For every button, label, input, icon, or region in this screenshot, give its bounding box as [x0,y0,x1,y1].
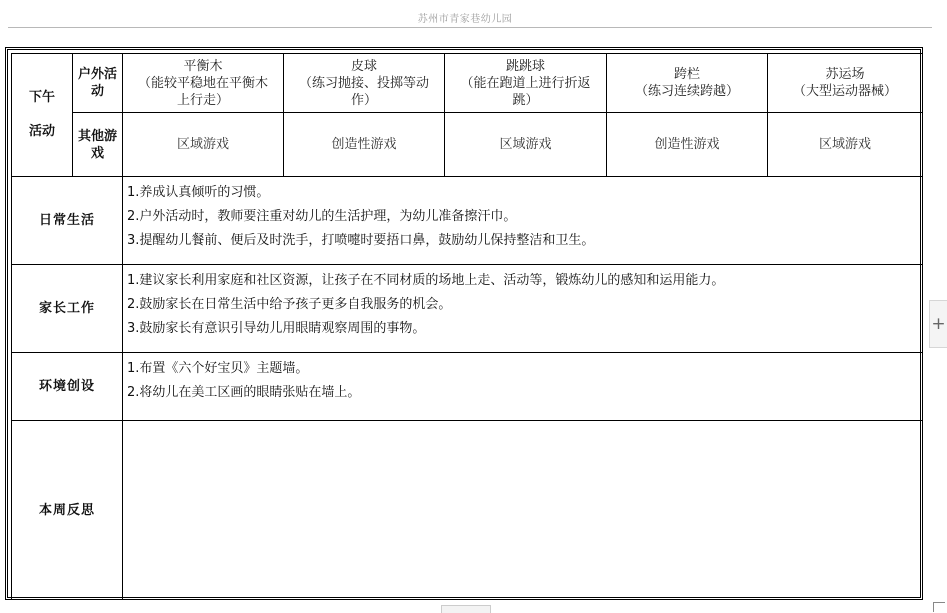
parent-work-content [123,265,923,353]
activity-title: 跳跳球 [505,58,545,74]
activity-desc: （能在跑道上进行折返 [460,75,591,91]
reflection-content[interactable] [123,421,923,600]
side-expand-button[interactable]: + [929,300,947,348]
content-line: 2.鼓励家长在日常生活中给予孩子更多自我服务的机会。 [127,297,452,312]
plan-table-frame [5,47,923,600]
activity-desc: （能较平稳地在平衡木 [137,75,268,91]
reflection-row [12,421,923,600]
outdoor-activity-5 [768,54,923,113]
outdoor-activity-1 [123,54,284,113]
daily-life-content [123,177,923,265]
outdoor-activity-4 [607,54,768,113]
environment-content [123,353,923,421]
content-line: 2.将幼儿在美工区画的眼睛张贴在墙上。 [127,385,361,400]
outdoor-activity-3 [445,54,607,113]
other-games-label-cell [73,113,123,177]
content-line: 1.养成认真倾听的习惯。 [127,185,270,200]
activity-title: 跨栏 [673,67,700,82]
activity-title: 平衡木 [183,58,223,74]
parent-work-label: 家长工作 [12,265,123,353]
content-line: 3.提醒幼儿餐前、便后及时洗手，打喷嚏时要捂口鼻，鼓励幼儿保持整洁和卫生。 [127,233,595,248]
environment-label: 环境创设 [12,353,123,421]
other-games-label: 其他游戏 [77,128,117,161]
pm-label-top: 下午 [28,90,55,105]
outdoor-label-cell [73,54,123,113]
reflection-label: 本周反思 [12,421,123,600]
activity-desc: （练习连续跨越） [634,84,739,99]
game-cell-1: 区域游戏 [123,113,284,177]
page-header-title: 苏州市青家巷幼儿园 [417,14,513,25]
game-cell-4: 创造性游戏 [607,113,768,177]
activity-desc: 上行走） [176,92,229,108]
environment-row [12,353,923,421]
pm-games-row [12,113,923,177]
content-line: 1.建议家长利用家庭和社区资源，让孩子在不同材质的场地上走、活动等，锻炼幼儿的感知和运用能力。 [127,273,725,288]
activity-desc: 跳） [512,92,539,108]
daily-life-label: 日常生活 [12,177,123,265]
activity-desc: 作） [350,92,377,108]
pm-outdoor-row [12,54,923,113]
game-cell-3: 区域游戏 [445,113,607,177]
outdoor-label: 户外活动 [77,67,117,99]
content-line: 1.布置《六个好宝贝》主题墙。 [127,361,309,376]
parent-work-row [12,265,923,353]
game-cell-5: 区域游戏 [768,113,923,177]
pm-label-bottom: 活动 [28,124,55,139]
activity-desc: （练习抛接、投掷等动 [298,75,429,91]
activity-desc: （大型运动器械） [792,84,897,99]
activity-title: 苏运场 [825,67,865,82]
content-line: 3.鼓励家长有意识引导幼儿用眼睛观察周围的事物。 [127,321,426,336]
page-scroll-tab[interactable] [441,605,491,613]
weekly-plan-table [11,53,923,600]
resize-corner-icon[interactable] [933,602,945,612]
content-line: 2.户外活动时，教师要注重对幼儿的生活护理，为幼儿准备擦汗巾。 [127,209,517,224]
daily-life-row [12,177,923,265]
pm-activity-label [12,54,73,177]
header-rule [8,27,932,28]
game-cell-2: 创造性游戏 [284,113,445,177]
outdoor-activity-2 [284,54,445,113]
activity-title: 皮球 [350,58,377,74]
